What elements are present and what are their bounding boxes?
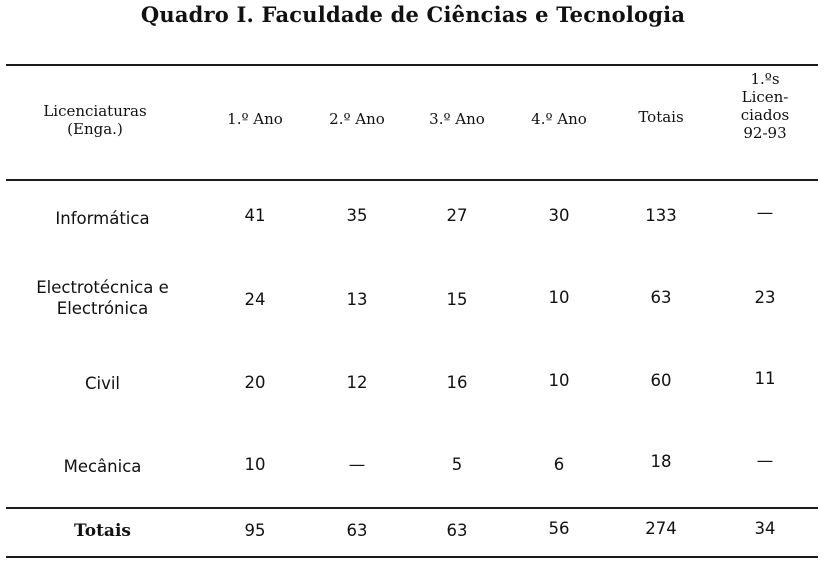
cell-mecanica-ano1: 10 [244, 455, 266, 474]
cell-informatica-totais: 133 [645, 206, 677, 225]
row-label-civil: Civil [84, 374, 121, 393]
header-licenciaturas [20, 102, 170, 138]
header-licenciaturas-line2: (Enga.) [67, 120, 123, 138]
header-totais: Totais [638, 108, 684, 126]
cell-informatica-ano3: 27 [446, 206, 468, 225]
header-ano1: 1.º Ano [227, 110, 283, 128]
cell-electrotecnica-ano2: 13 [346, 290, 368, 309]
row-label-informatica: Informática [55, 209, 150, 228]
top-rule [6, 64, 818, 66]
cell-electrotecnica-ano3: 15 [446, 290, 468, 309]
cell-mecanica-ano3: 5 [451, 455, 463, 474]
cell-civil-licenciados: 11 [754, 369, 776, 388]
totals-label: Totais [74, 521, 131, 541]
header-ano4: 4.º Ano [531, 110, 587, 128]
totals-ano1: 95 [244, 521, 266, 540]
header-licenciados-line3: ciados [740, 106, 790, 124]
header-licenciados [715, 70, 815, 142]
cell-electrotecnica-totais: 63 [650, 288, 672, 307]
header-ano3: 3.º Ano [429, 110, 485, 128]
header-licenciaturas-line1: Licenciaturas [43, 102, 147, 120]
totals-totais: 274 [645, 519, 677, 538]
totals-licenciados: 34 [754, 519, 776, 538]
cell-civil-ano3: 16 [446, 373, 468, 392]
header-licenciados-line1: 1.ºs [750, 70, 780, 88]
cell-electrotecnica-licenciados: 23 [754, 288, 776, 307]
row-label-electrotecnica [5, 277, 200, 320]
cell-electrotecnica-ano4: 10 [548, 288, 570, 307]
cell-civil-totais: 60 [650, 371, 672, 390]
cell-mecanica-licenciados: — [756, 451, 774, 470]
cell-informatica-ano2: 35 [346, 206, 368, 225]
totals-ano2: 63 [346, 521, 368, 540]
totals-ano3: 63 [446, 521, 468, 540]
totals-rule [6, 507, 818, 509]
header-ano2: 2.º Ano [329, 110, 385, 128]
cell-mecanica-ano4: 6 [553, 455, 565, 474]
cell-mecanica-ano2: — [348, 455, 366, 474]
bottom-rule [6, 556, 818, 558]
cell-civil-ano4: 10 [548, 371, 570, 390]
cell-informatica-licenciados: — [756, 203, 774, 222]
cell-mecanica-totais: 18 [650, 452, 672, 471]
totals-ano4: 56 [548, 519, 570, 538]
cell-civil-ano2: 12 [346, 373, 368, 392]
cell-informatica-ano4: 30 [548, 206, 570, 225]
header-licenciados-line4: 92-93 [743, 124, 787, 142]
cell-informatica-ano1: 41 [244, 206, 266, 225]
cell-civil-ano1: 20 [244, 373, 266, 392]
header-licenciados-line2: Licen- [741, 88, 789, 106]
header-rule [6, 179, 818, 181]
row-label-electrotecnica-line2: Electrónica [56, 299, 149, 319]
row-label-electrotecnica-line1: Electrotécnica e [36, 278, 169, 297]
table-title: Quadro I. Faculdade de Ciências e Tecnologia [140, 2, 686, 27]
cell-electrotecnica-ano1: 24 [244, 290, 266, 309]
row-label-mecanica: Mecânica [63, 457, 142, 476]
